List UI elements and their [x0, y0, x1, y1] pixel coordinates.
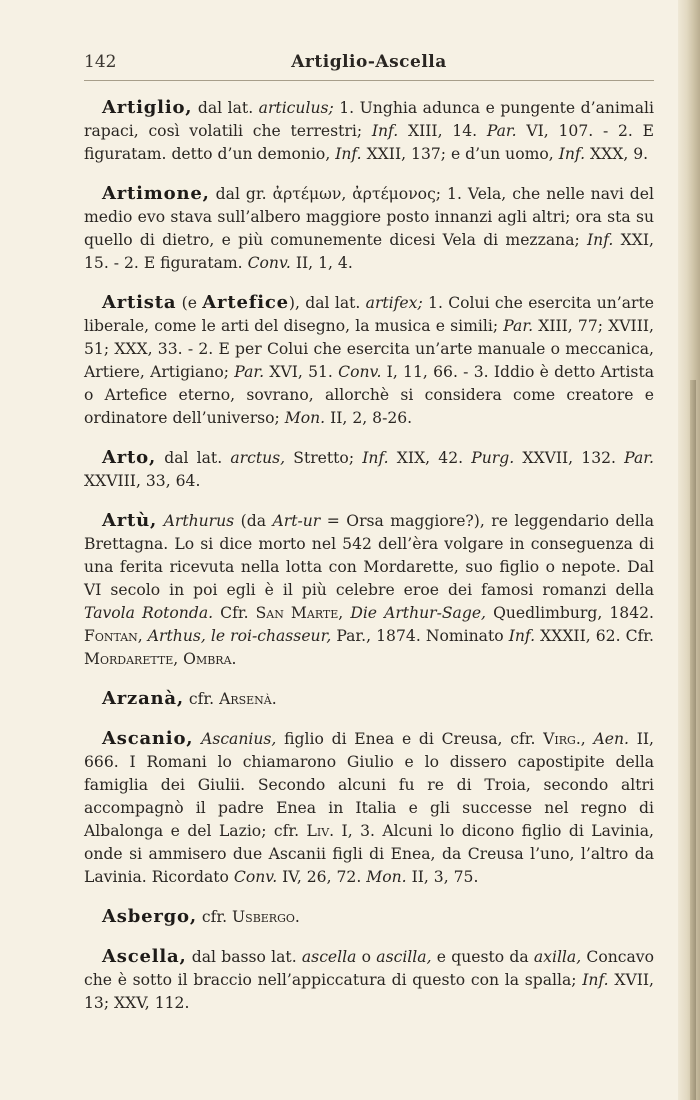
running-title: Artiglio-Ascella	[291, 52, 447, 72]
entry-text: 1. Unghia adunca e pungente d’animali rapaci, così volatili che terrestri;	[84, 99, 654, 140]
entry-text: artifex;	[365, 294, 423, 312]
dictionary-entry	[84, 509, 654, 671]
entry-text: Artefice	[202, 292, 289, 313]
entry-text: I, 11, 66. - 3. Iddio è detto Artista o Artefice eterno, sovrano, allorchè si considera come creatore e ordinatore dell’universo;	[84, 363, 655, 427]
page-edge-shadow	[690, 380, 696, 1100]
entry-text: Ascanius,	[201, 730, 277, 748]
entry-text: II, 3, 75.	[406, 868, 479, 886]
entry-text: cfr.	[196, 908, 233, 926]
dictionary-entries	[84, 96, 654, 1031]
entry-lemma: Artimone,	[102, 183, 210, 204]
entry-lemma: Ascanio,	[102, 728, 194, 749]
entry-text: Quedlimburg, 1842.	[486, 604, 654, 622]
dictionary-entry	[84, 291, 654, 430]
entry-text: IV, 26, 72.	[277, 868, 367, 886]
entry-text: Inf.	[335, 145, 362, 163]
entry-text: Conv.	[338, 363, 382, 381]
entry-text: Inf.	[582, 971, 609, 989]
dictionary-entry	[84, 182, 654, 275]
entry-text: XXX, 9.	[585, 145, 649, 163]
entry-lemma: Arto,	[102, 447, 157, 468]
header-rule	[84, 80, 654, 81]
entry-text: Purg.	[471, 449, 515, 467]
entry-text: XXII, 137; e d’un uomo,	[361, 145, 559, 163]
entry-text: XXXII, 62. Cfr.	[535, 627, 655, 645]
entry-text: XVII, 13; XXV, 112.	[84, 971, 654, 1012]
page-edge	[678, 0, 700, 1100]
entry-text: XIII, 77; XVIII, 51; XXX, 33. - 2. E per Colui che esercita un’arte manuale o meccanica, Artiere, Artigiano;	[84, 317, 654, 381]
entry-text: (e	[176, 294, 203, 312]
entry-text: (da	[234, 512, 273, 530]
dictionary-entry	[84, 446, 654, 493]
entry-text	[193, 730, 201, 748]
entry-lemma: Asbergo,	[102, 906, 197, 927]
entry-text: Inf.	[587, 231, 614, 249]
entry-text: = Orsa maggiore?), re leggendario della Brettagna. Lo si dice morto nel 542 dell’èra volgare in conseguenza di una ferita ricevuta nella lotta con Mordarette, suo figlio o nepote. Dal VI secolo in poi egli è il più celebre eroe dei famosi romanzi della	[84, 512, 654, 599]
entry-text: Mordarette, Ombra.	[84, 650, 237, 668]
entry-text: Virg.,	[543, 730, 586, 748]
entry-text: 1. Colui che esercita un’arte liberale, come le arti del disegno, la musica e simili;	[84, 294, 654, 335]
entry-lemma: Arzanà,	[102, 688, 184, 709]
entry-text: Usbergo.	[232, 908, 300, 926]
entry-text: cfr.	[183, 690, 220, 708]
entry-text: Par.	[624, 449, 654, 467]
entry-text: Inf.	[508, 627, 536, 645]
entry-text: Art-ur	[272, 512, 321, 530]
entry-text: Arthus, le roi-chasseur,	[147, 627, 332, 645]
entry-text: ), dal lat.	[288, 294, 366, 312]
entry-lemma: Ascella,	[102, 946, 187, 967]
dictionary-entry	[84, 687, 654, 711]
entry-lemma: Artiglio,	[102, 97, 193, 118]
entry-text: XIX, 42.	[388, 449, 472, 467]
entry-text: e questo da	[431, 948, 534, 966]
page-header	[84, 50, 654, 78]
entry-text: dal lat.	[156, 449, 231, 467]
entry-text: dal lat.	[192, 99, 259, 117]
entry-text: Inf.	[362, 449, 389, 467]
entry-text: o	[356, 948, 377, 966]
entry-text: Par.	[234, 363, 265, 381]
entry-text: Concavo che è sotto il braccio nell’appiccatura di questo con la spalla;	[84, 948, 654, 989]
entry-text: Fontan,	[84, 627, 143, 645]
entry-text: XIII, 14.	[398, 122, 487, 140]
entry-text: Cfr.	[213, 604, 256, 622]
entry-text: Die Arthur-Sage,	[350, 604, 487, 622]
entry-text: Par., 1874. Nominato	[331, 627, 509, 645]
entry-text: XXVIII, 33, 64.	[84, 472, 201, 490]
entry-text: Mon.	[366, 868, 407, 886]
entry-text: II, 666. I Romani lo chiamarono Giulio e lo dissero capostipite della famiglia dei Giulii. Secondo alcuni fu re di Troia, secondo altri accompagnò il padre Enea in Italia e gli successe nel regno di Albalonga e del Lazio; cfr.	[84, 730, 655, 840]
page-number: 142	[84, 52, 117, 72]
entry-text: Inf.	[558, 145, 586, 163]
entry-text: Mon.	[284, 409, 326, 427]
entry-text	[586, 730, 594, 748]
entry-text: articulus;	[258, 99, 334, 117]
entry-text: arctus,	[230, 449, 286, 467]
entry-text: XVI, 51.	[264, 363, 339, 381]
entry-text: Tavola Rotonda.	[84, 604, 214, 622]
entry-text: XXI, 15. - 2. E figuratam.	[84, 231, 654, 272]
dictionary-entry	[84, 905, 654, 929]
entry-text: II, 1, 4.	[290, 254, 353, 272]
entry-text: Liv.	[306, 822, 335, 840]
dictionary-entry	[84, 727, 654, 889]
entry-text: Aen.	[593, 730, 629, 748]
entry-text: I, 3. Alcuni lo dicono figlio di Lavinia, onde si ammisero due Ascanii figli di Enea, da Creusa l’uno, l’altro da Lavinia. Ricordato	[84, 822, 654, 886]
entry-text: II, 2, 8-26.	[325, 409, 413, 427]
dictionary-entry	[84, 96, 654, 166]
entry-text: VI, 107. - 2. E figuratam. detto d’un demonio,	[84, 122, 654, 163]
entry-text: Conv.	[247, 254, 291, 272]
entry-text: dal gr. ἀρτέμων, ἀρτέμονος; 1. Vela, che nelle navi del medio evo stava sull’albero maggiore posto innanzi agli altri; ora sta su quello di dietro, e più comunemente dicesi Vela di mezzana;	[84, 185, 654, 249]
entry-text: Arsenà.	[219, 690, 277, 708]
entry-text: Stretto;	[285, 449, 363, 467]
entry-lemma: Artista	[102, 292, 177, 313]
entry-text: figlio di Enea e di Creusa, cfr.	[276, 730, 544, 748]
entry-text: ascella	[301, 948, 357, 966]
entry-text: Par.	[486, 122, 517, 140]
entry-text: San Marte,	[255, 604, 344, 622]
entry-text: Inf.	[371, 122, 399, 140]
entry-text: Par.	[503, 317, 534, 335]
entry-lemma: Artù,	[102, 510, 158, 531]
entry-text: Conv.	[233, 868, 278, 886]
entry-text: Arthurus	[163, 512, 235, 530]
entry-text: XXVII, 132.	[514, 449, 625, 467]
entry-text: axilla,	[533, 948, 582, 966]
dictionary-entry	[84, 945, 654, 1015]
entry-text: dal basso lat.	[186, 948, 302, 966]
entry-text: ascilla,	[376, 948, 432, 966]
